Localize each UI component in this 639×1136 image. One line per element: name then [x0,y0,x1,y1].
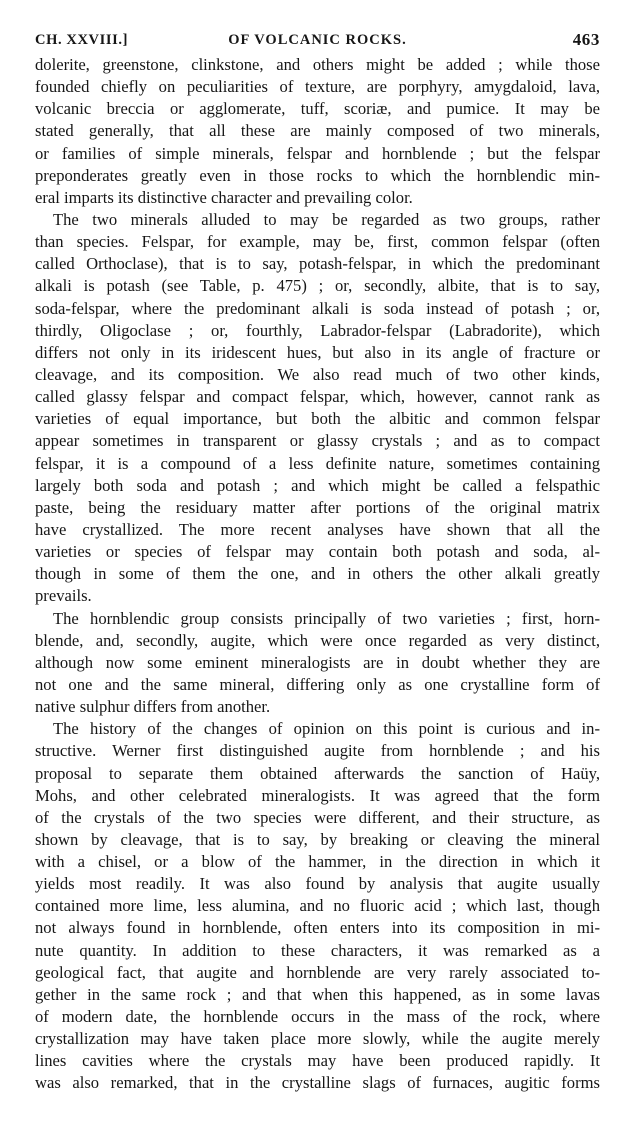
text-line: nute quantity. In addition to these characters, it was remarked as a [35,940,600,960]
text-line: cleavage, and its composition. We also read much of two other kinds, [35,364,600,384]
text-line: native sulphur differs from another. [35,697,271,717]
text-line: appear sometimes in transparent or glassy crystals ; and as to compact [35,431,600,451]
text-line: gether in the same rock ; and that when this happened, as in some lavas [35,984,600,1004]
text-line: than species. Felspar, for example, may be, first, common felspar (often [35,232,600,252]
text-line: varieties of equal importance, but both the albitic and common felspar [35,409,600,429]
text-line: not one and the same mineral, differing only as one crystalline form of [35,674,600,694]
text-line: eral imparts its distinctive character and prevailing color. [35,187,413,207]
text-line: stated generally, that all these are mainly composed of two minerals, [35,121,600,141]
text-line: founded chiefly on peculiarities of texture, are porphyry, amygdaloid, lava, [35,77,600,97]
text-line: contained more lime, less alumina, and no fluoric acid ; which last, though [35,896,600,916]
running-title: OF VOLCANIC ROCKS. [228,32,407,48]
body-text [35,54,600,1095]
text-line: called glassy felspar and compact felspar, which, however, cannot rank as [35,387,600,407]
paragraph-start-line: The hornblendic group consists principally of two varieties ; first, horn- [53,608,600,628]
text-line: soda-felspar, where the predominant alkali is soda instead of potash ; or, [35,298,600,318]
text-line: paste, being the residuary matter after portions of the original matrix [35,497,600,517]
text-line: or families of simple minerals, felspar and hornblende ; but the felspar [35,143,600,163]
text-line: preponderates greatly even in those rocks to which the hornblendic min- [35,165,600,185]
text-line: structive. Werner first distinguished augite from hornblende ; and his [35,741,600,761]
paragraph-start-line: The history of the changes of opinion on this point is curious and in- [53,719,600,739]
text-line: was also remarked, that in the crystalline slags of furnaces, augitic forms [35,1073,600,1093]
text-line: felspar, it is a compound of a less definite nature, sometimes containing [35,453,600,473]
text-line: shown by cleavage, that is to say, by breaking or cleaving the mineral [35,829,600,849]
text-line: differs not only in its iridescent hues, but also in its angle of fracture or [35,342,600,362]
text-line: of modern date, the hornblende occurs in the mass of the rock, where [35,1007,600,1027]
text-line: varieties or species of felspar may contain both potash and soda, al- [35,542,600,562]
text-line: geological fact, that augite and hornblende are very rarely associated to- [35,962,600,982]
text-line: called Orthoclase), that is to say, potash-felspar, in which the predominant [35,254,600,274]
text-line: not always found in hornblende, often enters into its composition in mi- [35,918,600,938]
text-line: have crystallized. The more recent analyses have shown that all the [35,519,600,539]
chapter-reference: CH. XXVIII.] [35,32,128,48]
text-line: blende, and, secondly, augite, which were once regarded as very distinct, [35,630,600,650]
paragraph-start-line: The two minerals alluded to may be regarded as two groups, rather [53,209,600,229]
text-line: crystallization may have taken place more slowly, while the augite merely [35,1029,600,1049]
text-line: prevails. [35,586,92,606]
running-header [35,26,600,54]
text-line: yields most readily. It was also found by analysis that augite usually [35,874,600,894]
text-line: though in some of them the one, and in others the other alkali greatly [35,564,600,584]
text-line: lines cavities where the crystals may have been produced rapidly. It [35,1051,600,1071]
text-line: dolerite, greenstone, clinkstone, and others might be added ; while those [35,55,600,74]
text-line: although now some eminent mineralogists are in doubt whether they are [35,652,600,672]
text-line: with a chisel, or a blow of the hammer, in the direction in which it [35,852,600,872]
book-page [35,26,600,1095]
text-line: of the crystals of the two species were different, and their structure, as [35,807,600,827]
text-line: alkali is potash (see Table, p. 475) ; or, secondly, albite, that is to say, [35,276,600,296]
text-line: Mohs, and other celebrated mineralogists. It was agreed that the form [35,785,600,805]
text-line: proposal to separate them obtained afterwards the sanction of Haüy, [35,763,600,783]
page-number: 463 [572,30,600,49]
text-line: thirdly, Oligoclase ; or, fourthly, Labrador-felspar (Labradorite), which [35,320,600,340]
text-line: volcanic breccia or agglomerate, tuff, scoriæ, and pumice. It may be [35,99,600,119]
text-line: largely both soda and potash ; and which might be called a felspathic [35,475,600,495]
